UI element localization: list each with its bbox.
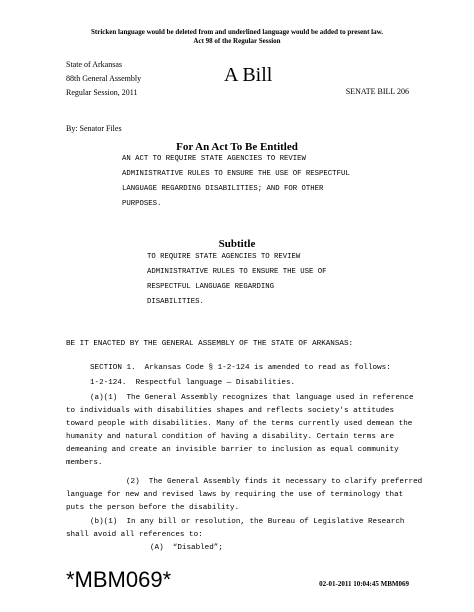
section-1-heading: SECTION 1. Arkansas Code § 1-2-124 is amended to read as follows: (90, 364, 391, 372)
body-line: humanity and natural condition of having a disability. Certain terms are (66, 433, 395, 441)
act-line: AN ACT TO REQUIRE STATE AGENCIES TO REVIEW (122, 155, 306, 163)
act-line: LANGUAGE REGARDING DISABILITIES; AND FOR OTHER (122, 185, 324, 193)
notice-line-1: Stricken language would be deleted from and underlined language would be added to present law. (90, 28, 384, 36)
act-heading: For An Act To Be Entitled (176, 141, 298, 153)
session-label: Regular Session, 2011 (66, 88, 138, 97)
body-line: to individuals with disabilities shapes and reflects society's attitudes (66, 407, 395, 415)
notice-line-2: Act 98 of the Regular Session (193, 37, 281, 45)
body-line: members. (66, 459, 103, 467)
sponsor-byline: By: Senator Files (66, 124, 122, 133)
body-line: demeaning and create an invisible barrier to inclusion as equal community (66, 446, 399, 454)
subtitle-line: ADMINISTRATIVE RULES TO ENSURE THE USE OF (147, 268, 327, 276)
body-line: (b)(1) In any bill or resolution, the Bureau of Legislative Research (90, 518, 405, 526)
body-line: (a)(1) The General Assembly recognizes that language used in reference (90, 394, 414, 402)
subtitle-line: TO REQUIRE STATE AGENCIES TO REVIEW (147, 253, 301, 261)
assembly-label: 88th General Assembly (66, 74, 142, 83)
act-line: ADMINISTRATIVE RULES TO ENSURE THE USE OF RESPECTFUL (122, 170, 350, 178)
document-id-barcode: *MBM069* (66, 567, 172, 592)
enacting-clause: BE IT ENACTED BY THE GENERAL ASSEMBLY OF THE STATE OF ARKANSAS: (66, 340, 354, 348)
state-label: State of Arkansas (66, 60, 122, 69)
act-line: PURPOSES. (122, 200, 162, 208)
subtitle-line: DISABILITIES. (147, 298, 204, 306)
subtitle-heading: Subtitle (218, 238, 256, 250)
body-line: (A) “Disabled”; (150, 544, 223, 552)
body-line: language for new and revised laws by requiring the use of terminology that (66, 491, 404, 499)
body-line: shall avoid all references to: (66, 531, 203, 539)
bill-number: SENATE BILL 206 (345, 87, 409, 96)
bill-title: A Bill (224, 64, 273, 86)
subtitle-line: RESPECTFUL LANGUAGE REGARDING (147, 283, 274, 291)
body-line: toward people with disabilities. Many of the terms currently used demean the (66, 420, 413, 428)
body-line: puts the person before the disability. (66, 504, 240, 512)
statute-caption: 1-2-124. Respectful language — Disabilities. (90, 379, 296, 387)
footer-timestamp: 02-01-2011 10:04:45 MBM069 (319, 580, 409, 588)
body-line: (2) The General Assembly finds it necessary to clarify preferred (126, 478, 423, 486)
